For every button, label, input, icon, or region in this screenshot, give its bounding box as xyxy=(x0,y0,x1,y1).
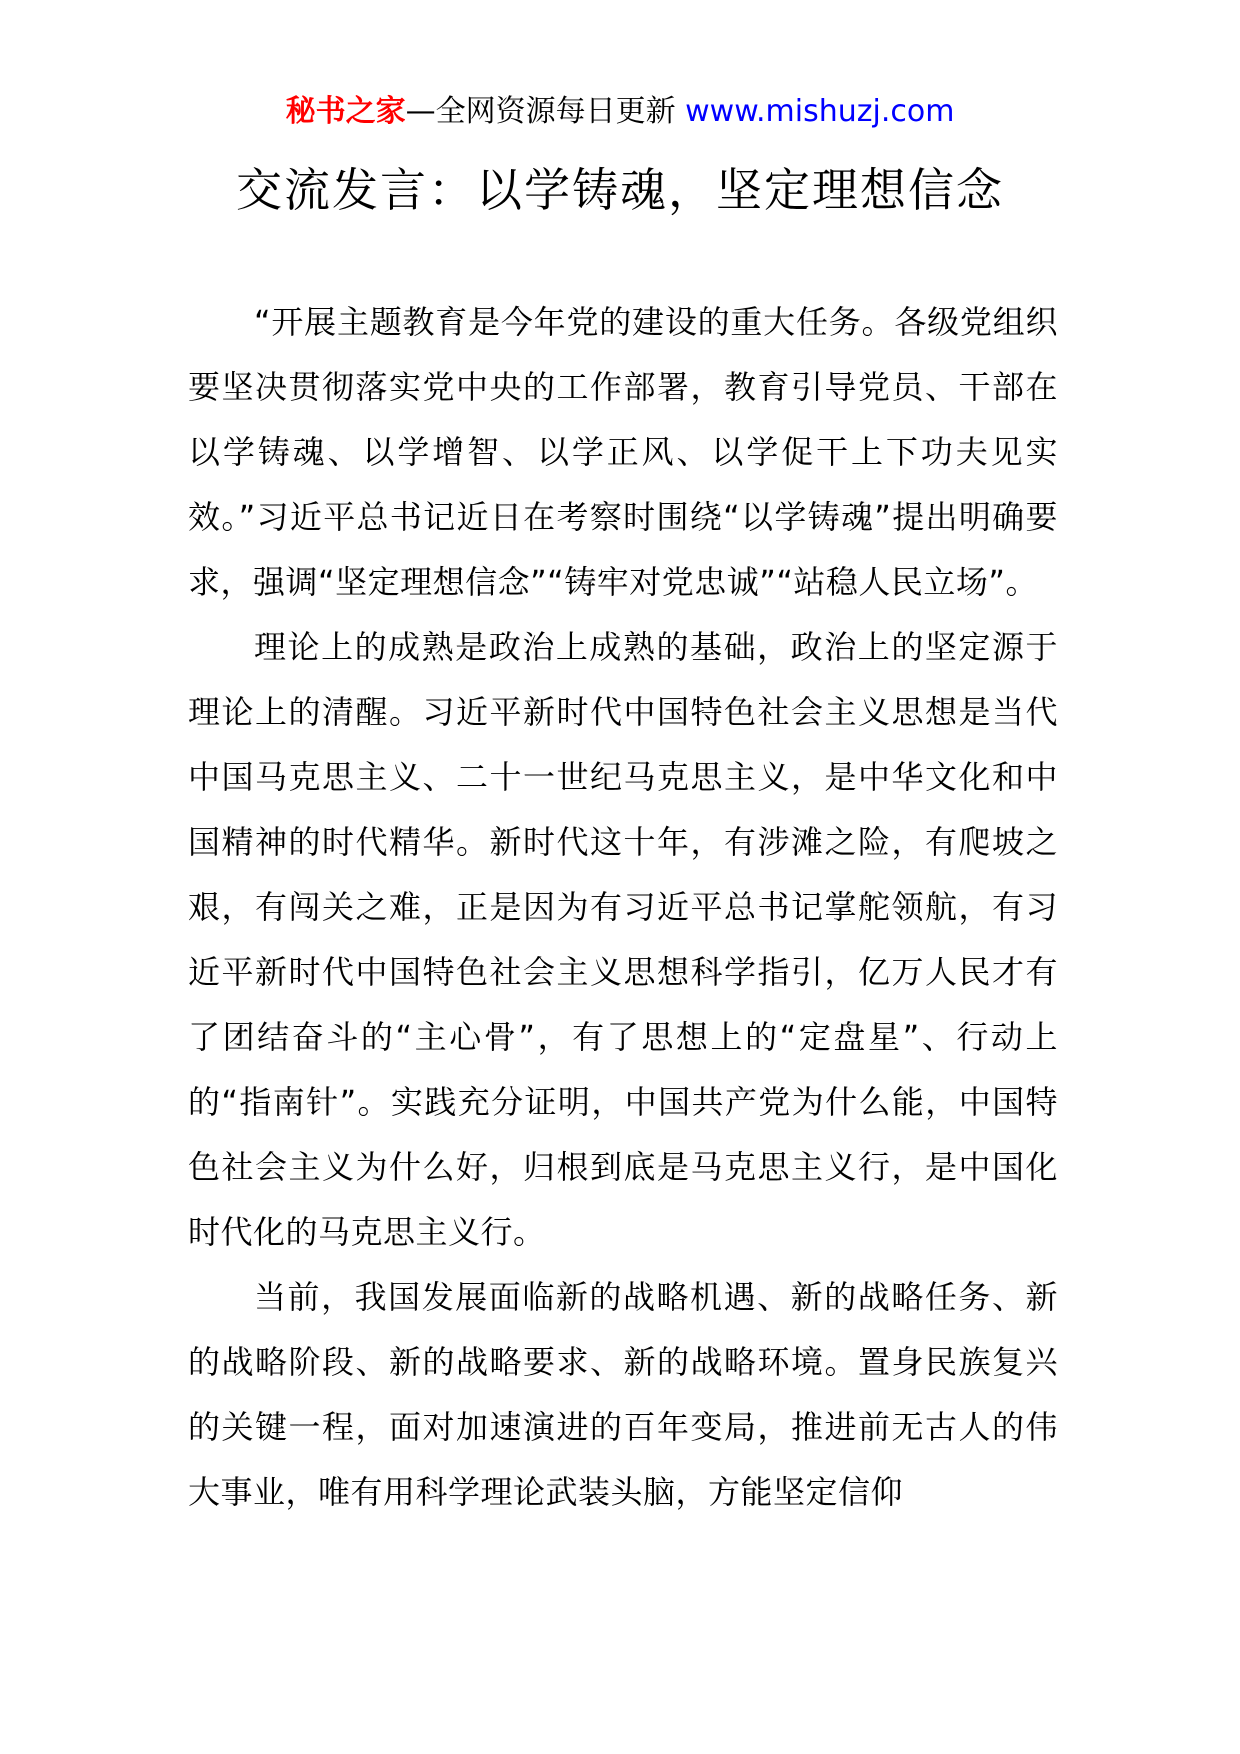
site-url-link[interactable]: www.mishuzj.com xyxy=(685,94,955,129)
body-paragraph-2: 理论上的成熟是政治上成熟的基础，政治上的坚定源于理论上的清醒。习近平新时代中国特色社会主义思想是当代中国马克思主义、二十一世纪马克思主义，是中华文化和中国精神的时代精华。新时代这十年，有涉滩之险，有爬坡之艰，有闯关之难，正是因为有习近平总书记掌舵领航，有习近平新时代中国特色社会主义思想科学指引，亿万人民才有了团结奋斗的“主心骨”，有了思想上的“定盘星”、行动上的“指南针”。实践充分证明，中国共产党为什么能，中国特色社会主义为什么好，归根到底是马克思主义行，是中国化时代化的马克思主义行。 xyxy=(188,628,1058,1251)
site-tagline: —全网资源每日更新 xyxy=(405,94,676,129)
body-paragraph-3: 当前，我国发展面临新的战略机遇、新的战略任务、新的战略阶段、新的战略要求、新的战略环境。置身民族复兴的关键一程，面对加速演进的百年变局，推进前无古人的伟大事业，唯有用科学理论武装头脑，方能坚定信仰 xyxy=(188,1278,1058,1511)
document-body xyxy=(188,290,1058,1525)
document-title: 交流发言：以学铸魂，坚定理想信念 xyxy=(236,163,1004,217)
site-brand: 秘书之家 xyxy=(285,94,406,129)
site-header xyxy=(0,92,1240,132)
body-paragraph-1: “开展主题教育是今年党的建设的重大任务。各级党组织要坚决贯彻落实党中央的工作部署，教育引导党员、干部在以学铸魂、以学增智、以学正风、以学促干上下功夫见实效。”习近平总书记近日在考察时围绕“以学铸魂”提出明确要求，强调“坚定理想信念”“铸牢对党忠诚”“站稳人民立场”。 xyxy=(188,303,1058,601)
